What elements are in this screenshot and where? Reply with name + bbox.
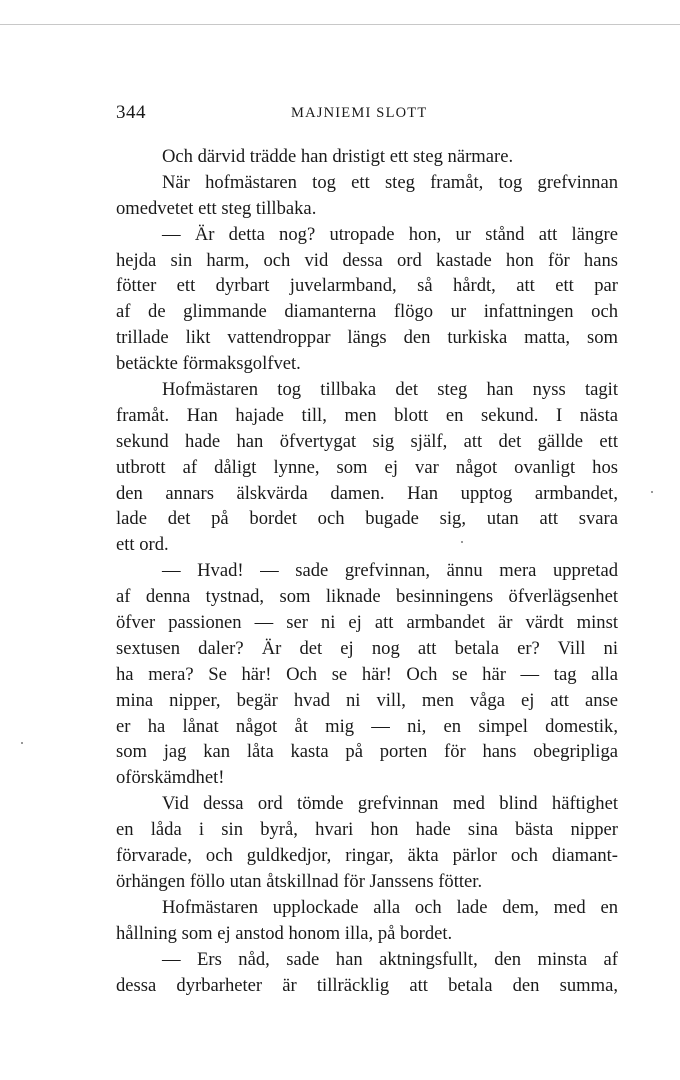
text-line: Hofmästaren tog tillbaka det steg han nyss tagit xyxy=(162,379,618,401)
text-line: sextusen daler? Är det ej nog att betala er? Vill ni xyxy=(116,637,618,659)
text-line: När hofmästaren tog ett steg framåt, tog grefvinnan xyxy=(162,171,618,193)
text-line: af de glimmande diamanterna flögo ur infattningen och xyxy=(116,301,618,323)
text-line: sekund hade han öfvertygat sig själf, att det gällde ett xyxy=(116,430,618,452)
text-line: en låda i sin byrå, hvari hon hade sina bästa nipper xyxy=(116,819,618,841)
scan-speck xyxy=(651,491,653,493)
text-line: betäckte förmaksgolfvet. xyxy=(116,353,301,375)
text-line: den annars älskvärda damen. Han upptog armbandet, xyxy=(116,482,618,504)
text-line: mina nipper, begär hvad ni vill, men våga ej att anse xyxy=(116,689,618,711)
text-line: ha mera? Se här! Och se här! Och se här — tag alla xyxy=(116,663,618,685)
text-line: örhängen föllo utan åtskillnad för Janssens fötter. xyxy=(116,870,483,892)
text-line: Hofmästaren upplockade alla och lade dem, med en xyxy=(162,896,618,918)
text-line: hållning som ej anstod honom illa, på bordet. xyxy=(116,922,453,944)
page-number: 344 xyxy=(116,102,146,123)
text-line: omedvetet ett steg tillbaka. xyxy=(116,197,317,219)
text-line: lade det på bordet och bugade sig, utan att svara xyxy=(116,508,618,530)
text-line: framåt. Han hajade till, men blott en sekund. I nästa xyxy=(116,404,618,426)
text-line: hejda sin harm, och vid dessa ord kastade hon för hans xyxy=(116,249,618,271)
text-line: Och därvid trädde han dristigt ett steg närmare. xyxy=(162,146,514,167)
text-line: — Hvad! — sade grefvinnan, ännu mera uppretad xyxy=(162,560,618,582)
text-line: — Är detta nog? utropade hon, ur stånd att längre xyxy=(162,223,618,245)
text-line: oförskämdhet! xyxy=(116,767,225,789)
text-line: utbrott af dåligt lynne, som ej var något ovanligt hos xyxy=(116,456,618,478)
text-line: af denna tystnad, som liknade besinningens öfverlägsenhet xyxy=(116,586,618,608)
text-line: er ha lånat något åt mig — ni, en simpel domestik, xyxy=(116,715,618,737)
scan-top-rule xyxy=(0,24,680,25)
scan-speck xyxy=(461,541,463,543)
text-line: dessa dyrbarheter är tillräcklig att betala den summa, xyxy=(116,974,618,996)
text-line: Vid dessa ord tömde grefvinnan med blind häftighet xyxy=(162,793,618,815)
page-header xyxy=(116,102,618,126)
scan-speck xyxy=(21,742,23,744)
text-line: öfver passionen — ser ni ej att armbandet är värdt minst xyxy=(116,612,618,634)
text-line: fötter ett dyrbart juvelarmband, så hårdt, att ett par xyxy=(116,275,618,297)
running-title: MAJNIEMI SLOTT xyxy=(291,105,428,121)
text-line: trillade likt vattendroppar längs den turkiska matta, som xyxy=(116,327,618,349)
body-text xyxy=(116,144,618,998)
text-line: förvarade, och guldkedjor, ringar, äkta pärlor och diamant- xyxy=(116,845,618,867)
text-line: som jag kan låta kasta på porten för hans obegripliga xyxy=(116,741,618,763)
text-line: — Ers nåd, sade han aktningsfullt, den minsta af xyxy=(162,948,618,970)
text-line: ett ord. xyxy=(116,534,169,556)
